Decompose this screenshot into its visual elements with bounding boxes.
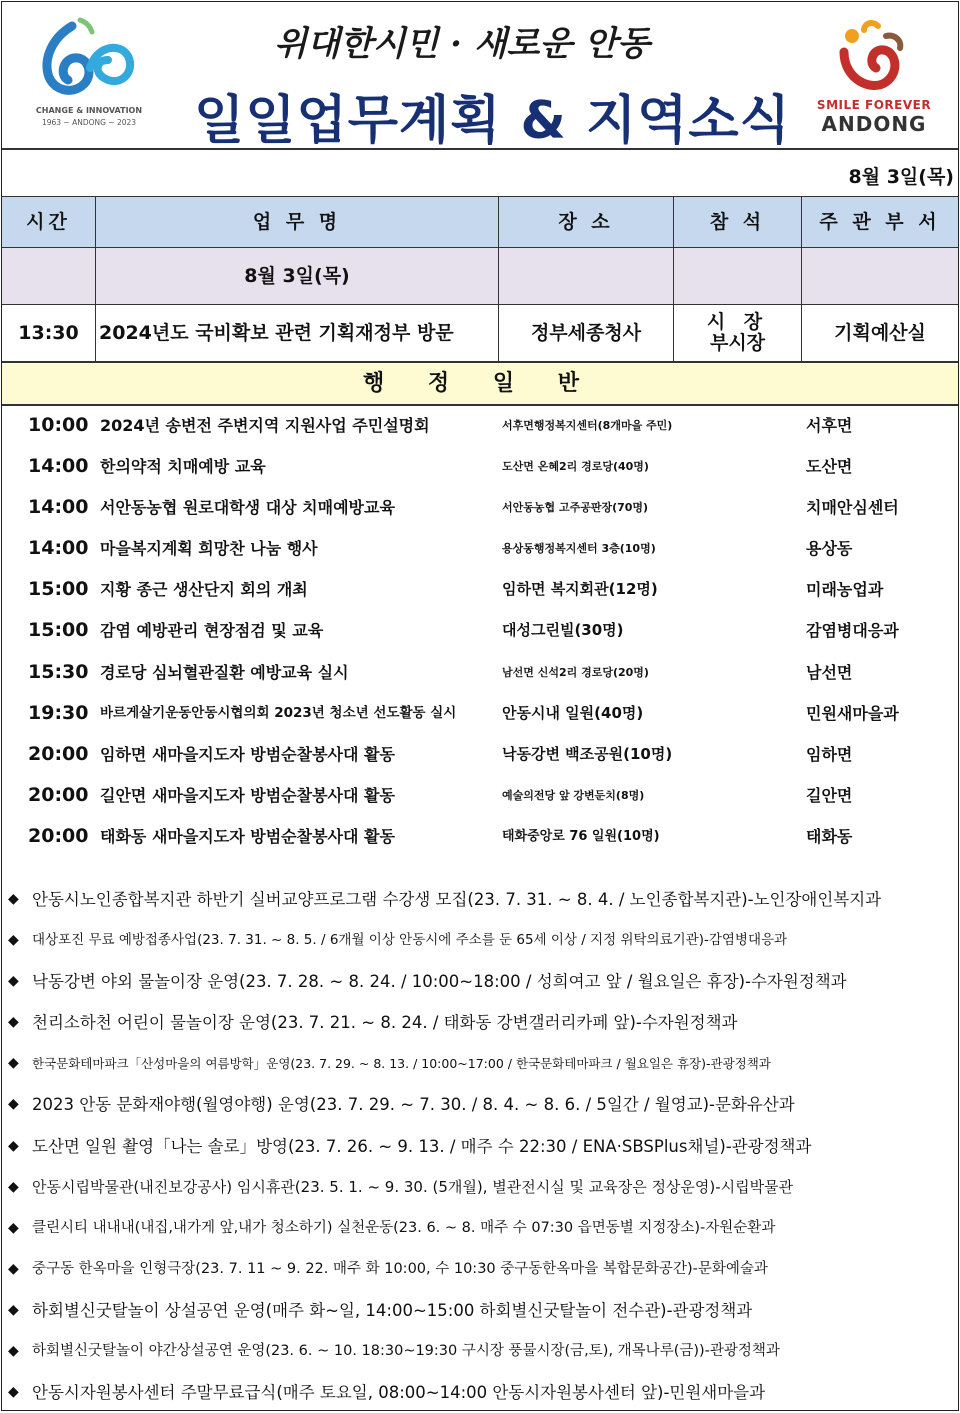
item-time: 14:00 <box>28 537 89 560</box>
news-item <box>2 1167 958 1208</box>
anniversary-logo <box>34 16 144 131</box>
item-dept: 임하면 <box>806 744 853 764</box>
item-place: 남선면 신석2리 경로당(20명) <box>502 665 649 679</box>
item-time: 19:30 <box>28 701 89 724</box>
item-place: 도산면 온혜2리 경로당(40명) <box>502 460 649 474</box>
item-name: 서안동농협 원로대학생 대상 치매예방교육 <box>100 498 395 518</box>
item-dept: 감염병대응과 <box>806 621 899 641</box>
item-name: 지황 종근 생산단지 회의 개최 <box>100 580 308 600</box>
item-dept: 민원새마을과 <box>806 703 899 723</box>
item-time: 20:00 <box>28 783 89 806</box>
list-item <box>2 652 958 693</box>
news-text: 대상포진 무료 예방접종사업(23. 7. 31. ~ 8. 5. / 6개월 이상 안동시에 주소를 둔 65세 이상 / 지정 위탁의료기관)-감염병대응과 <box>32 932 788 949</box>
local-news-list <box>2 879 958 1413</box>
item-name: 태화동 새마을지도자 방범순찰봉사대 활동 <box>100 826 395 846</box>
diamond-bullet-icon: ◆ <box>8 1219 19 1236</box>
header-dept: 주 관 부 서 <box>819 210 941 233</box>
list-item <box>2 816 958 857</box>
news-text: 하회별신굿탈놀이 야간상설공연 운영(23. 6. ~ 10. 18:30~19:30 구시장 풍물시장(금,토), 개목나루(금))-관광정책과 <box>32 1343 780 1360</box>
diamond-bullet-icon: ◆ <box>8 973 19 990</box>
diamond-bullet-icon: ◆ <box>8 1301 19 1318</box>
diamond-bullet-icon: ◆ <box>8 891 19 907</box>
item-place: 서안동농협 고주공판장(70명) <box>502 501 649 515</box>
item-place: 용상동행정복지센터 3층(10명) <box>502 542 656 556</box>
item-time: 14:00 <box>28 455 89 478</box>
item-place: 서후면행정복지센터(8개마을 주민) <box>502 419 673 432</box>
event-name: 2024년도 국비확보 관련 기획재정부 방문 <box>96 305 499 361</box>
news-item <box>2 1372 958 1413</box>
item-name: 바르게살기운동안동시협의회 2023년 청소년 선도활동 실시 <box>100 704 457 721</box>
news-text: 클린시티 내내내(내집,내가게 앞,내가 청소하기) 실천운동(23. 6. ~ 8. 매주 수 07:30 읍면동별 지정장소)-자원순환과 <box>32 1219 776 1236</box>
news-text: 낙동강변 야외 물놀이장 운영(23. 7. 28. ~ 8. 24. / 10:00~18:00 / 성희여고 앞 / 월요일은 휴장)-수자원정책과 <box>32 972 847 992</box>
item-time: 15:00 <box>28 619 89 642</box>
table-header-row <box>2 197 958 248</box>
diamond-bullet-icon: ◆ <box>8 1014 19 1031</box>
list-item <box>2 446 958 487</box>
logo-line1: SMILE FOREVER <box>816 98 932 112</box>
list-item <box>2 734 958 775</box>
date-row-empty <box>2 248 96 304</box>
diamond-bullet-icon: ◆ <box>8 1055 19 1072</box>
item-place: 낙동강변 백조공원(10명) <box>502 744 673 763</box>
list-item <box>2 610 958 651</box>
news-item <box>2 1126 958 1167</box>
news-text: 안동시립박물관(내진보강공사) 임시휴관(23. 5. 1. ~ 9. 30. (5개월), 별관전시실 및 교육장은 정상운영)-시립박물관 <box>32 1177 794 1196</box>
diamond-bullet-icon: ◆ <box>8 1096 19 1113</box>
date-bar <box>2 150 958 197</box>
item-time: 20:00 <box>28 742 89 765</box>
item-dept: 용상동 <box>806 539 853 559</box>
item-place: 안동시내 일원(40명) <box>502 703 644 722</box>
logo-line2: ANDONG <box>821 112 927 136</box>
news-text: 안동시노인종합복지관 하반기 실버교양프로그램 수강생 모집(23. 7. 31. ~ 8. 4. / 노인종합복지관)-노인장애인복지과 <box>32 890 882 909</box>
item-dept: 서후면 <box>806 416 853 435</box>
item-name: 한의약적 치매예방 교육 <box>100 457 266 477</box>
item-name: 길안면 새마을지도자 방범순찰봉사대 활동 <box>100 785 395 805</box>
item-name: 경로당 심뇌혈관질환 예방교육 실시 <box>100 662 349 682</box>
item-dept: 치매안심센터 <box>806 498 899 518</box>
slogan: 위대한시민 · 새로운 안동 <box>274 24 650 64</box>
item-time: 10:00 <box>28 414 89 436</box>
news-text: 중구동 한옥마을 인형극장(23. 7. 11 ~ 9. 22. 매주 화 10:00, 수 10:30 중구동한옥마을 복합문화공간)-문화예술과 <box>32 1260 768 1277</box>
list-item <box>2 693 958 734</box>
header-place: 장 소 <box>499 197 674 247</box>
logo-tagline: CHANGE & INNOVATION <box>35 106 143 115</box>
item-dept: 태화동 <box>806 826 853 846</box>
event-dept: 기획예산실 <box>834 321 926 344</box>
date-row-label: 8월 3일(목) <box>96 248 499 304</box>
page-title: 일일업무계획 & 지역소식 <box>194 91 791 151</box>
news-item <box>2 1331 958 1372</box>
diamond-bullet-icon: ◆ <box>8 1178 19 1195</box>
document-frame <box>1 1 959 1411</box>
event-time: 13:30 <box>2 305 96 361</box>
item-name: 마을복지계획 희망찬 나눔 행사 <box>100 539 318 559</box>
general-schedule-list <box>2 405 958 857</box>
list-item <box>2 487 958 528</box>
date-row-empty <box>802 248 958 304</box>
news-item <box>2 1249 958 1290</box>
item-dept: 길안면 <box>806 785 853 805</box>
news-item <box>2 1208 958 1249</box>
news-item <box>2 1002 958 1043</box>
news-text: 안동시자원봉사센터 주말무료급식(매주 토요일, 08:00~14:00 안동시자원봉사센터 앞)-민원새마을과 <box>32 1383 766 1403</box>
document-header <box>2 2 958 150</box>
item-time: 15:30 <box>28 660 89 683</box>
diamond-bullet-icon: ◆ <box>8 1260 19 1277</box>
item-dept: 미래농업과 <box>806 580 884 600</box>
list-item <box>2 528 958 569</box>
date-row-empty <box>674 248 802 304</box>
item-time: 20:00 <box>28 824 89 847</box>
news-item <box>2 1290 958 1331</box>
item-name: 2024년 송변전 주변지역 지원사업 주민설명회 <box>100 416 430 435</box>
item-time: 15:00 <box>28 578 89 601</box>
sixty-logo-icon <box>34 16 144 106</box>
attendee-vice-mayor: 부시장 <box>709 332 766 354</box>
item-place: 대성그린빌(30명) <box>502 621 624 640</box>
item-time: 14:00 <box>28 496 89 519</box>
header-time: 시간 <box>2 197 96 247</box>
news-text: 하회별신굿탈놀이 상설공연 운영(매주 화~일, 14:00~15:00 하회별신굿탈놀이 전수관)-관광정책과 <box>32 1300 753 1320</box>
diamond-bullet-icon: ◆ <box>8 1343 19 1360</box>
news-item <box>2 961 958 1002</box>
news-text: 도산면 일원 촬영「나는 솔로」방영(23. 7. 26. ~ 9. 13. / 매주 수 22:30 / ENA·SBSPlus채널)-관광정책과 <box>32 1136 812 1156</box>
list-item <box>2 405 958 446</box>
item-name: 감염 예방관리 현장점검 및 교육 <box>100 621 324 641</box>
news-item <box>2 1084 958 1125</box>
news-text: 2023 안동 문화재야행(월영야행) 운영(23. 7. 29. ~ 7. 30. / 8. 4. ~ 8. 6. / 5일간 / 월영교)-문화유산과 <box>32 1095 795 1115</box>
section-title: 행 정 일 반 <box>2 364 958 406</box>
header-task: 업 무 명 <box>96 197 499 247</box>
news-item <box>2 1043 958 1084</box>
item-place: 태화중앙로 76 일원(10명) <box>502 828 660 844</box>
logo-years: 1963 ~ ANDONG ~ 2023 <box>41 118 137 127</box>
list-item <box>2 569 958 610</box>
news-text: 천리소하천 어린이 물놀이장 운영(23. 7. 21. ~ 8. 24. / 태화동 강변갤러리카페 앞)-수자원정책과 <box>32 1013 738 1033</box>
andong-brand-logo <box>814 16 934 136</box>
table-row <box>2 305 958 363</box>
header-attendee: 참 석 <box>674 197 802 247</box>
item-place: 예술의전당 앞 강변둔치(8명) <box>502 788 645 802</box>
date-row <box>2 248 958 305</box>
event-attendees <box>674 305 802 361</box>
item-dept: 남선면 <box>806 662 853 682</box>
date-row-empty <box>499 248 674 304</box>
attendee-mayor: 시 장 <box>706 311 769 334</box>
list-item <box>2 775 958 816</box>
news-item <box>2 920 958 961</box>
diamond-bullet-icon: ◆ <box>8 1384 19 1401</box>
item-name: 임하면 새마을지도자 방범순찰봉사대 활동 <box>100 744 395 764</box>
event-place: 정부세종청사 <box>499 305 674 361</box>
news-item <box>2 879 958 920</box>
item-dept: 도산면 <box>806 457 853 477</box>
news-text: 한국문화테마파크「산성마을의 여름방학」운영(23. 7. 29. ~ 8. 13. / 10:00~17:00 / 한국문화테마파크 / 월요일은 휴장)-관광정책과 <box>32 1056 771 1072</box>
item-place: 임하면 복지회관(12명) <box>502 580 658 599</box>
diamond-bullet-icon: ◆ <box>8 1137 19 1154</box>
smile-andong-icon <box>814 16 934 96</box>
report-date: 8월 3일(목) <box>848 166 954 188</box>
diamond-bullet-icon: ◆ <box>8 932 19 949</box>
